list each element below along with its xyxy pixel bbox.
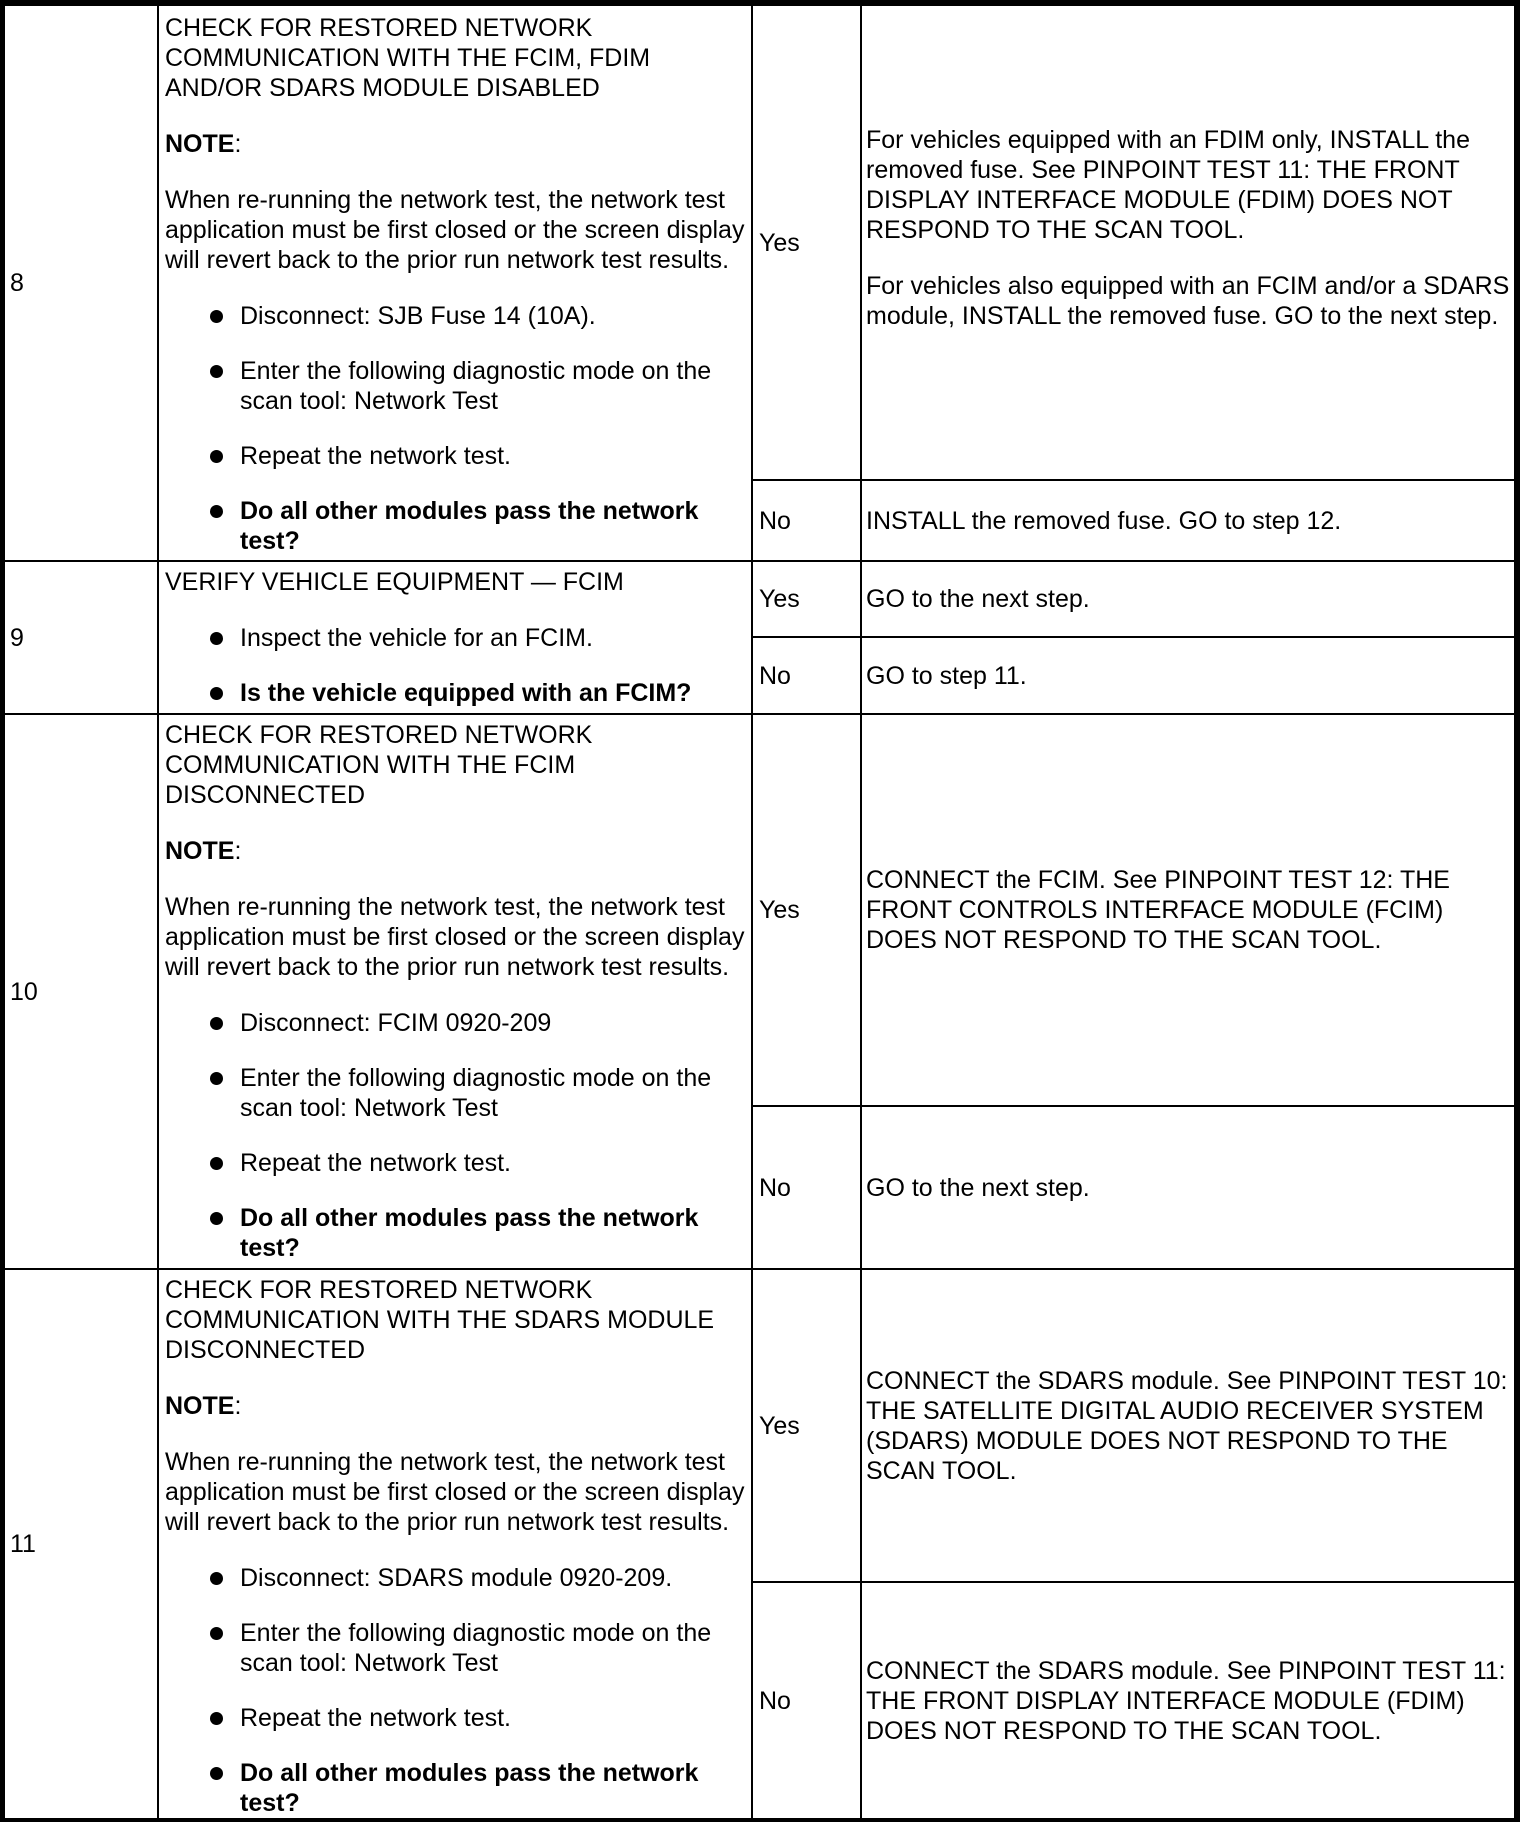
no-label: No bbox=[759, 506, 791, 535]
yes-action bbox=[866, 125, 1514, 475]
note-label: NOTE: bbox=[165, 837, 242, 865]
action-cell bbox=[165, 567, 749, 713]
no-action: INSTALL the removed fuse. GO to step 12. bbox=[866, 506, 1342, 535]
list-item: Enter the following diagnostic mode on the scan tool: Network Test bbox=[165, 356, 749, 416]
step-title: CHECK FOR RESTORED NETWORK COMMUNICATION WITH THE FCIM DISCONNECTED bbox=[165, 721, 593, 809]
list-item: Enter the following diagnostic mode on the scan tool: Network Test bbox=[165, 1063, 749, 1123]
step-title: VERIFY VEHICLE EQUIPMENT — FCIM bbox=[165, 568, 624, 596]
step-number bbox=[10, 715, 150, 1268]
table-border-right bbox=[1514, 0, 1520, 1822]
list-item: Repeat the network test. bbox=[165, 441, 749, 471]
list-item: Repeat the network test. bbox=[165, 1703, 749, 1733]
note-text: When re-running the network test, the network test application must be first closed or the screen display will revert back to the prior run network test results. bbox=[165, 1448, 745, 1536]
note-text: When re-running the network test, the network test application must be first closed or the screen display will revert back to the prior run network test results. bbox=[165, 893, 745, 981]
list-item: Inspect the vehicle for an FCIM. bbox=[165, 623, 749, 653]
yes-label: Yes bbox=[759, 585, 800, 613]
list-item: Repeat the network test. bbox=[165, 1148, 749, 1178]
no-action: GO to step 11. bbox=[866, 661, 1027, 690]
question-item: Is the vehicle equipped with an FCIM? bbox=[165, 678, 749, 708]
yes-action: GO to the next step. bbox=[866, 585, 1090, 613]
list-item: Enter the following diagnostic mode on the scan tool: Network Test bbox=[165, 1618, 749, 1678]
no-label: No bbox=[759, 1686, 791, 1715]
list-item: Disconnect: SDARS module 0920-209. bbox=[165, 1563, 749, 1593]
list-item: Disconnect: SJB Fuse 14 (10A). bbox=[165, 301, 749, 331]
step-number bbox=[10, 1270, 150, 1818]
instruction-list bbox=[165, 301, 749, 556]
note-text: When re-running the network test, the network test application must be first closed or the screen display will revert back to the prior run network test results. bbox=[165, 186, 745, 274]
instruction-list bbox=[165, 623, 749, 708]
question-item: Do all other modules pass the network test? bbox=[165, 496, 749, 556]
step-number-text: 8 bbox=[10, 269, 24, 297]
yes-action: CONNECT the SDARS module. See PINPOINT TEST 10: THE SATELLITE DIGITAL AUDIO RECEIVER SYSTEM (SDARS) MODULE DOES NOT RESPOND TO THE SCAN TOOL. bbox=[866, 1366, 1508, 1485]
no-label: No bbox=[759, 1173, 791, 1202]
column-divider-step bbox=[157, 0, 159, 1822]
yes-action: CONNECT the FCIM. See PINPOINT TEST 12: THE FRONT CONTROLS INTERFACE MODULE (FCIM) DOES NOT RESPOND TO THE SCAN TOOL. bbox=[866, 866, 1450, 954]
step-number-text: 11 bbox=[10, 1530, 36, 1558]
table-border-left bbox=[0, 0, 5, 1822]
instruction-list bbox=[165, 1563, 749, 1818]
action-cell bbox=[165, 13, 749, 560]
column-divider-result bbox=[860, 0, 862, 1822]
step-title: CHECK FOR RESTORED NETWORK COMMUNICATION WITH THE FCIM, FDIM AND/OR SDARS MODULE DISABLED bbox=[165, 14, 651, 102]
action-cell bbox=[165, 720, 749, 1268]
list-item: Disconnect: FCIM 0920-209 bbox=[165, 1008, 749, 1038]
result-paragraph: For vehicles also equipped with an FCIM and/or a SDARS module, INSTALL the removed fuse. GO to the next step. bbox=[866, 272, 1510, 330]
step-number bbox=[10, 6, 150, 560]
instruction-list bbox=[165, 1008, 749, 1263]
question-item: Do all other modules pass the network test? bbox=[165, 1758, 749, 1818]
note-label: NOTE: bbox=[165, 1392, 242, 1420]
no-action: GO to the next step. bbox=[866, 1173, 1090, 1202]
step-title: CHECK FOR RESTORED NETWORK COMMUNICATION WITH THE SDARS MODULE DISCONNECTED bbox=[165, 1276, 715, 1364]
yes-label: Yes bbox=[759, 896, 800, 924]
note-label: NOTE: bbox=[165, 130, 242, 158]
yes-label: Yes bbox=[759, 1411, 800, 1440]
column-divider-action bbox=[751, 0, 753, 1822]
table-border-bottom bbox=[0, 1818, 1520, 1822]
step-number bbox=[10, 562, 150, 713]
no-action: CONNECT the SDARS module. See PINPOINT TEST 11: THE FRONT DISPLAY INTERFACE MODULE (FDIM) DOES NOT RESPOND TO THE SCAN TOOL. bbox=[866, 1656, 1506, 1745]
question-item: Do all other modules pass the network test? bbox=[165, 1203, 749, 1263]
yes-label: Yes bbox=[759, 228, 800, 257]
action-cell bbox=[165, 1275, 749, 1818]
no-label: No bbox=[759, 661, 791, 690]
step-number-text: 10 bbox=[10, 977, 38, 1006]
result-paragraph: For vehicles equipped with an FDIM only, INSTALL the removed fuse. See PINPOINT TEST 11: THE FRONT DISPLAY INTERFACE MODULE (FDIM) DOES NOT RESPOND TO THE SCAN TOOL. bbox=[866, 126, 1470, 244]
step-number-text: 9 bbox=[10, 623, 24, 652]
